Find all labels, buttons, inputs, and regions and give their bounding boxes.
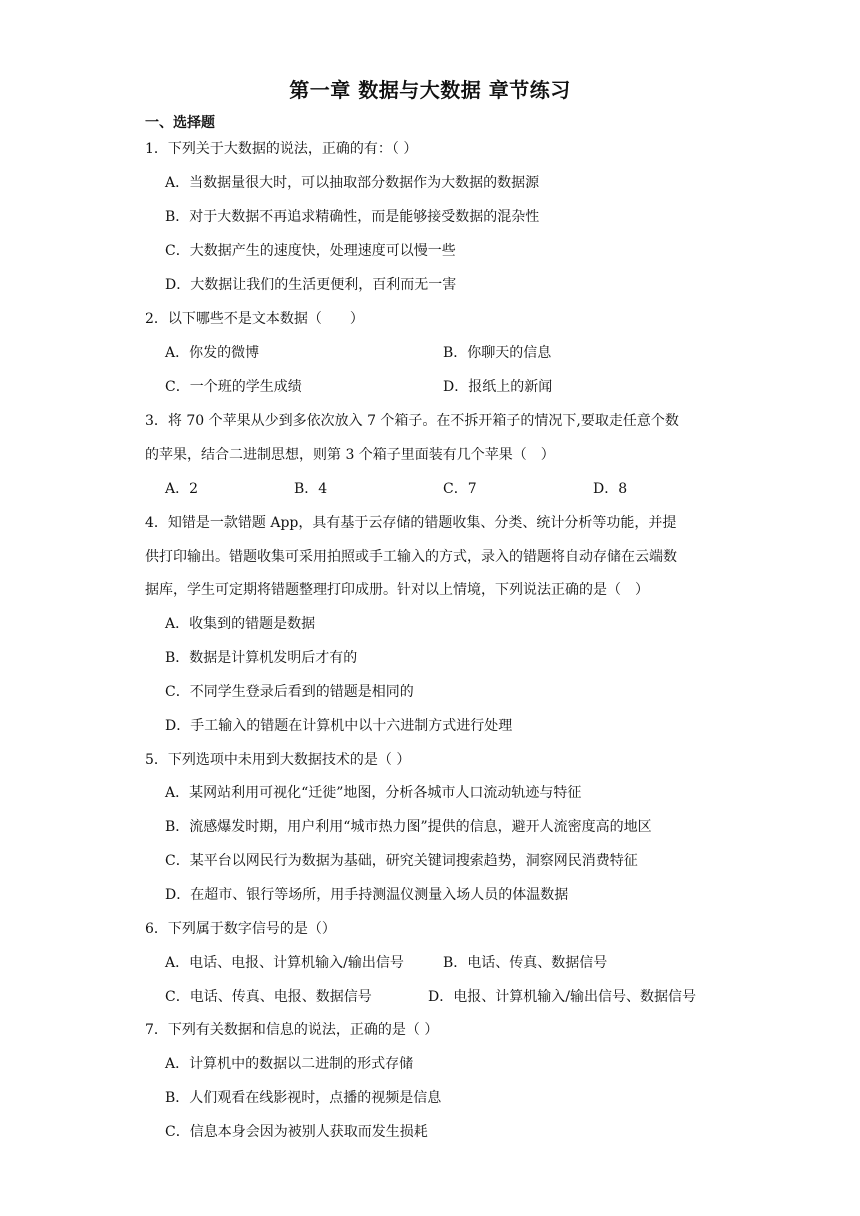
question-4-stem-line-1: 4．知错是一款错题 App，具有基于云存储的错题收集、分类、统计分析等功能，并提 <box>145 515 677 531</box>
question-4-option-c: C．不同学生登录后看到的错题是相同的 <box>165 684 414 700</box>
question-5-option-a: A．某网站利用可视化“迁徙”地图，分析各城市人口流动轨迹与特征 <box>165 785 582 801</box>
question-5-stem: 5．下列选项中未用到大数据技术的是（ ） <box>145 752 411 768</box>
question-2-stem: 2．以下哪些不是文本数据（ ） <box>145 311 364 327</box>
question-3-stem-line-2: 的苹果，结合二进制思想，则第 3 个箱子里面装有几个苹果（ ） <box>145 447 555 463</box>
question-3-option-d: D．8 <box>593 481 628 497</box>
question-5-option-b: B．流感爆发时期，用户利用“城市热力图”提供的信息，避开人流密度高的地区 <box>165 819 652 835</box>
question-2-option-a: A．你发的微博 <box>165 345 260 361</box>
question-6-option-c: C．电话、传真、电报、数据信号 <box>165 989 372 1005</box>
question-1-option-b: B．对于大数据不再追求精确性，而是能够接受数据的混杂性 <box>165 209 540 225</box>
question-4-option-b: B．数据是计算机发明后才有的 <box>165 650 358 666</box>
question-7-stem: 7．下列有关数据和信息的说法，正确的是（ ） <box>145 1022 439 1038</box>
question-6-stem: 6．下列属于数字信号的是（） <box>145 921 336 937</box>
question-6-option-a: A．电话、电报、计算机输入/输出信号 <box>165 955 404 971</box>
question-1-stem: 1．下列关于大数据的说法，正确的有：（ ） <box>145 141 418 157</box>
question-2-option-d: D．报纸上的新闻 <box>443 379 553 395</box>
question-3-option-a: A．2 <box>165 481 199 497</box>
section-heading: 一、选择题 <box>145 115 215 131</box>
question-5-option-d: D．在超市、银行等场所，用手持测温仪测量入场人员的体温数据 <box>165 887 569 903</box>
question-2-option-b: B．你聊天的信息 <box>443 345 552 361</box>
question-6-option-b: B．电话、传真、数据信号 <box>443 955 608 971</box>
question-5-option-c: C．某平台以网民行为数据为基础，研究关键词搜索趋势，洞察网民消费特征 <box>165 853 638 869</box>
question-4-stem-line-3: 据库，学生可定期将错题整理打印成册。针对以上情境，下列说法正确的是（ ） <box>145 582 649 598</box>
question-1-option-a: A．当数据量很大时，可以抽取部分数据作为大数据的数据源 <box>165 175 540 191</box>
question-4-stem-line-2: 供打印输出。错题收集可采用拍照或手工输入的方式，录入的错题将自动存储在云端数 <box>145 549 677 565</box>
question-4-option-d: D．手工输入的错题在计算机中以十六进制方式进行处理 <box>165 718 513 734</box>
question-3-option-b: B．4 <box>294 481 328 497</box>
question-3-option-c: C．7 <box>443 481 477 497</box>
question-7-option-a: A．计算机中的数据以二进制的形式存储 <box>165 1056 414 1072</box>
question-6-option-d: D．电报、计算机输入/输出信号、数据信号 <box>428 989 696 1005</box>
question-2-option-c: C．一个班的学生成绩 <box>165 379 302 395</box>
question-1-option-d: D．大数据让我们的生活更便利，百利而无一害 <box>165 277 457 293</box>
question-7-option-b: B．人们观看在线影视时，点播的视频是信息 <box>165 1090 442 1106</box>
question-7-option-c: C．信息本身会因为被别人获取而发生损耗 <box>165 1124 428 1140</box>
question-3-stem-line-1: 3．将 70 个苹果从少到多依次放入 7 个箱子。在不拆开箱子的情况下,要取走任意个数 <box>145 413 679 429</box>
question-1-option-c: C．大数据产生的速度快，处理速度可以慢一些 <box>165 243 456 259</box>
question-4-option-a: A．收集到的错题是数据 <box>165 616 316 632</box>
page-title: 第一章 数据与大数据 章节练习 <box>289 78 571 102</box>
